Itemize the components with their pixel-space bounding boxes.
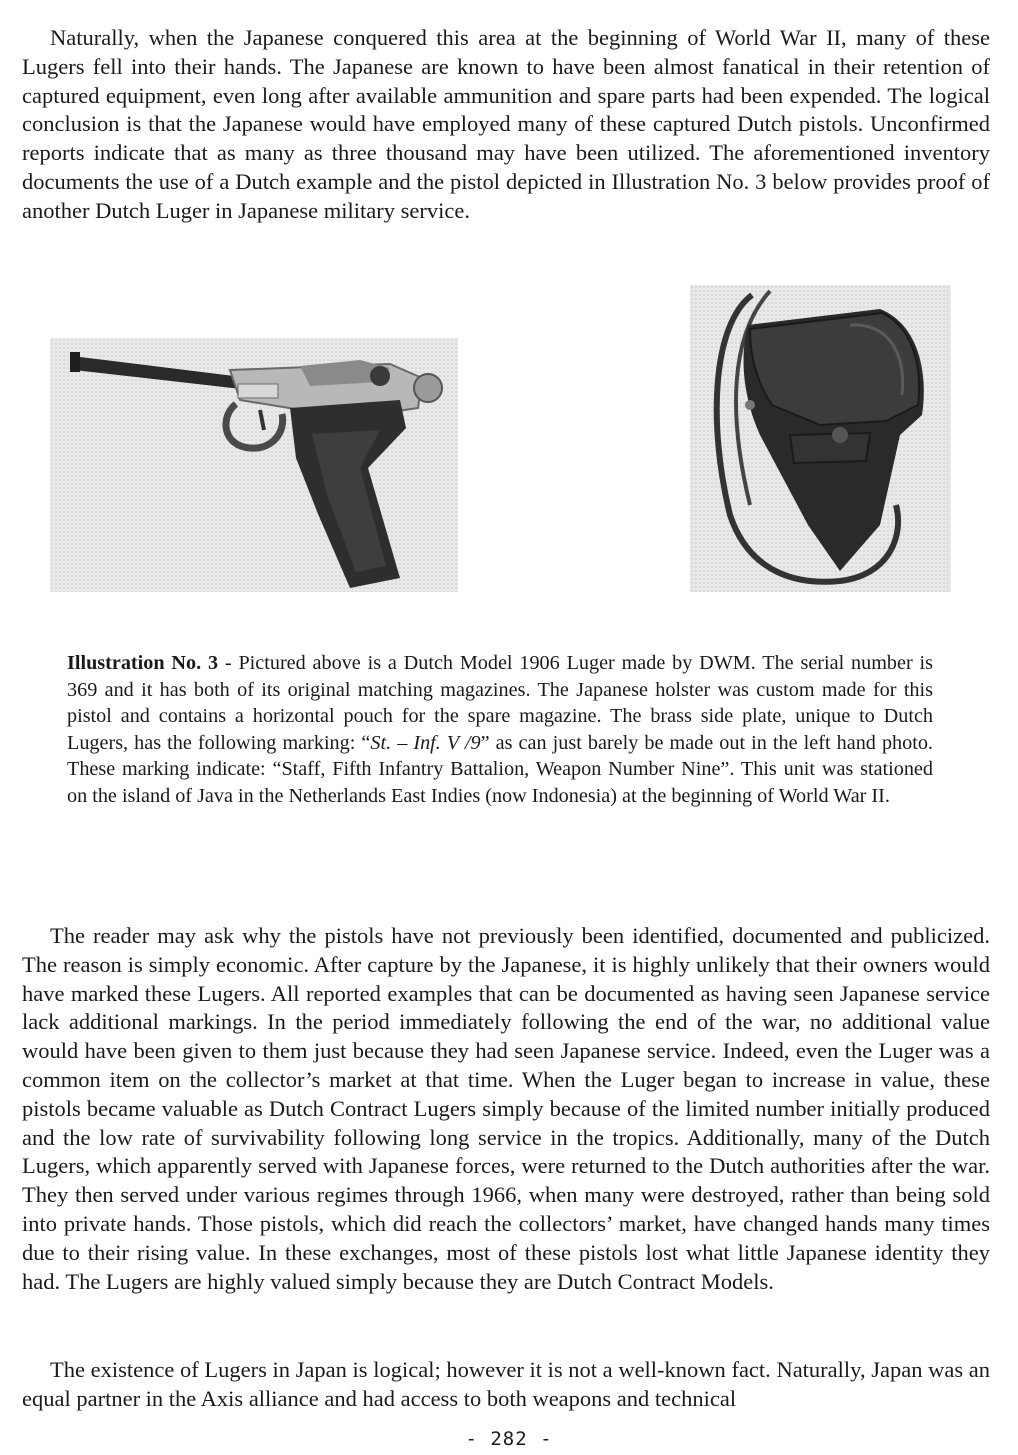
caption-text-1: - Pictured above is a Dutch Model 1906 Luger made by DWM. The serial number is 369 and it has both of its original matching magazines. The Japanese holster was custom made for this pistol and contains a horizontal pouch for the spare magazine. The brass side plate, unique to Dutch Lugers, has the following marking: “ — [67, 652, 933, 754]
luger-pistol-photo — [50, 338, 458, 592]
illustration-caption — [67, 650, 933, 810]
body-paragraph-1: Naturally, when the Japanese conquered this area at the beginning of World War II, many of these Lugers fell into their hands. The Japanese are known to have been almost fanatical in their retention of captured equipment, even long after available ammunition and spare parts had been expended. The logical conclusion is that the Japanese would have employed many of these captured Dutch pistols. Unconfirmed reports indicate that as many as three thousand may have been utilized. The aforementioned inventory documents the use of a Dutch example and the pistol depicted in Illustration No. 3 below provides proof of another Dutch Luger in Japanese military service. — [22, 25, 990, 223]
caption-marking: St. – Inf. V /9 — [370, 731, 481, 754]
body-paragraph-2: The reader may ask why the pistols have not previously been identified, documented and publicized. The reason is simply economic. After capture by the Japanese, it is highly unlikely that their owners would have marked these Lugers. All reported examples that can be documented as having seen Japanese service lack additional markings. In the period immediately following the end of the war, no additional value would have been given to them just because they had seen Japanese service. Indeed, even the Luger was a common item on the collector’s market at that time. When the Luger began to increase in value, these pistols became valuable as Dutch Contract Lugers simply because of the limited number initially produced and the low rate of survivability following long service in the tropics. Additionally, many of the Dutch Lugers, which apparently served with Japanese forces, were returned to the Dutch authorities after the war. They then served under various regimes through 1966, when many were destroyed, rather than being sold into private hands. Those pistols, which did reach the collectors’ market, have changed hands many times due to their rising value. In these exchanges, most of these pistols lost what little Japanese identity they had. The Lugers are highly valued simply because they are Dutch Contract Models. — [22, 923, 990, 1294]
caption-text-2: ” as can just barely be made out in the left hand photo. These marking indicate: “Staff, Fifth Infantry Battalion, Weapon Number Nine”. This unit was stationed on the island of Java in the Netherlands East Indies (now Indonesia) at the beginning of World War II. — [67, 731, 933, 807]
body-paragraph-3: The existence of Lugers in Japan is logical; however it is not a well-known fact. Naturally, Japan was an equal partner in the Axis alliance and had access to both weapons and technical — [22, 1357, 990, 1411]
holster-photo — [690, 285, 951, 592]
page-number: - 282 - — [465, 1428, 553, 1450]
caption-lead: Illustration No. 3 — [67, 652, 219, 674]
